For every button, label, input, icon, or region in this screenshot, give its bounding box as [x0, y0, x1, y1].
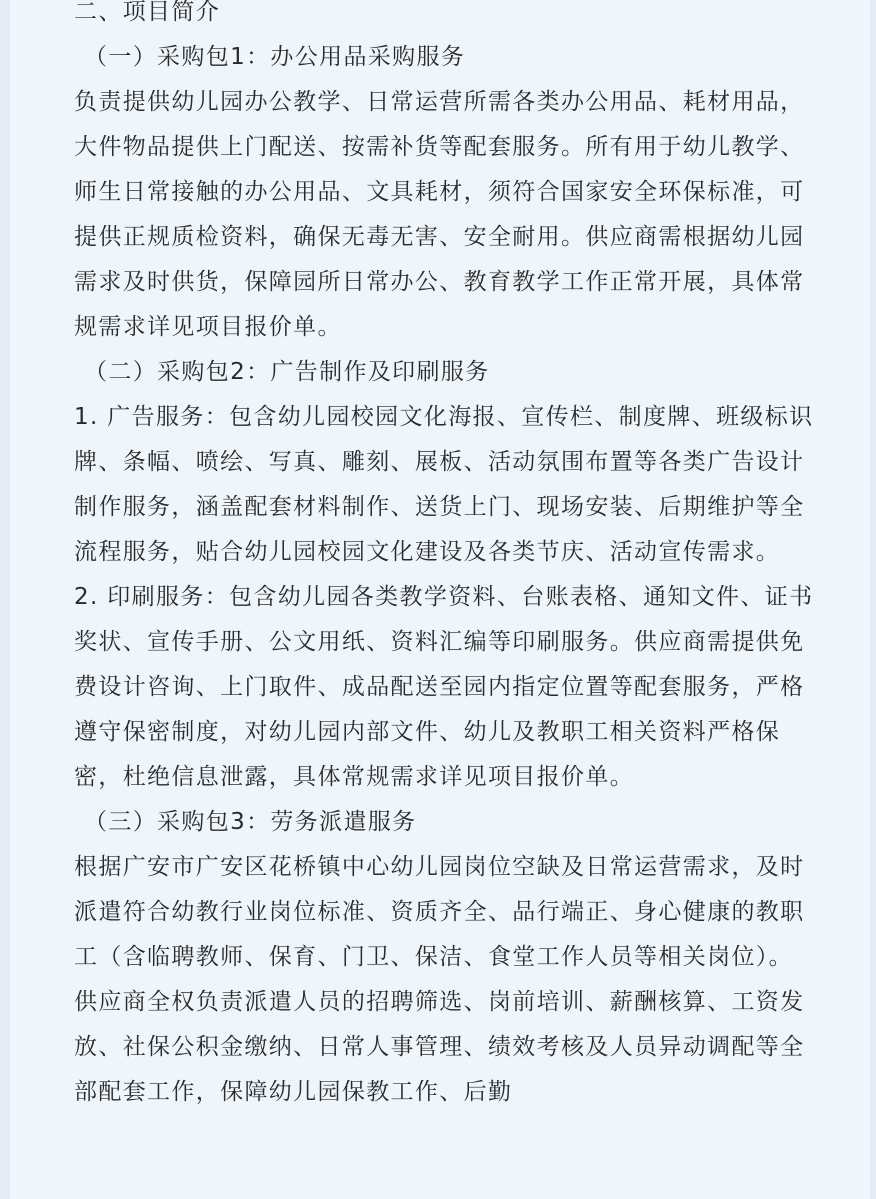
article-body [74, 0, 814, 1115]
section-title: 二、项目简介 [74, 0, 221, 25]
package-1-paragraph: 负责提供幼儿园办公教学、日常运营所需各类办公用品、耗材用品，大件物品提供上门配送、按需补货等配套服务。所有用于幼儿教学、师生日常接触的办公用品、文具耗材，须符合国家安全环保标准，可提供正规质检资料，确保无毒无害、安全耐用。供应商需根据幼儿园需求及时供货，保障园所日常办公、教育教学工作正常开展，具体常规需求详见项目报价单。 [74, 89, 805, 340]
package-3-paragraph: 根据广安市广安区花桥镇中心幼儿园岗位空缺及日常运营需求，及时派遣符合幼教行业岗位标准、资质齐全、品行端正、身心健康的教职工（含临聘教师、保育、门卫、保洁、食堂工作人员等相关岗位）。供应商全权负责派遣人员的招聘筛选、岗前培训、薪酬核算、工资发放、社保公积金缴纳、日常人事管理、绩效考核及人员异动调配等全部配套工作，保障幼儿园保教工作、后勤 [74, 854, 805, 1105]
package-2-paragraph-printing: 2. 印刷服务：包含幼儿园各类教学资料、台账表格、通知文件、证书奖状、宣传手册、公文用纸、资料汇编等印刷服务。供应商需提供免费设计咨询、上门取件、成品配送至园内指定位置等配套服务，严格遵守保密制度，对幼儿园内部文件、幼儿及教职工相关资料严格保密，杜绝信息泄露，具体常规需求详见项目报价单。 [74, 584, 814, 790]
left-margin [0, 0, 10, 1199]
package-2-heading: （二）采购包2：广告制作及印刷服务 [84, 359, 490, 385]
package-3-heading: （三）采购包3：劳务派遣服务 [84, 809, 417, 835]
package-1-heading: （一）采购包1：办公用品采购服务 [84, 44, 466, 70]
package-2-paragraph-advertising: 1. 广告服务：包含幼儿园校园文化海报、宣传栏、制度牌、班级标识牌、条幅、喷绘、写真、雕刻、展板、活动氛围布置等各类广告设计制作服务，涵盖配套材料制作、送货上门、现场安装、后期维护等全流程服务，贴合幼儿园校园文化建设及各类节庆、活动宣传需求。 [74, 404, 814, 565]
content-panel [10, 0, 870, 1199]
right-margin [870, 0, 876, 1199]
